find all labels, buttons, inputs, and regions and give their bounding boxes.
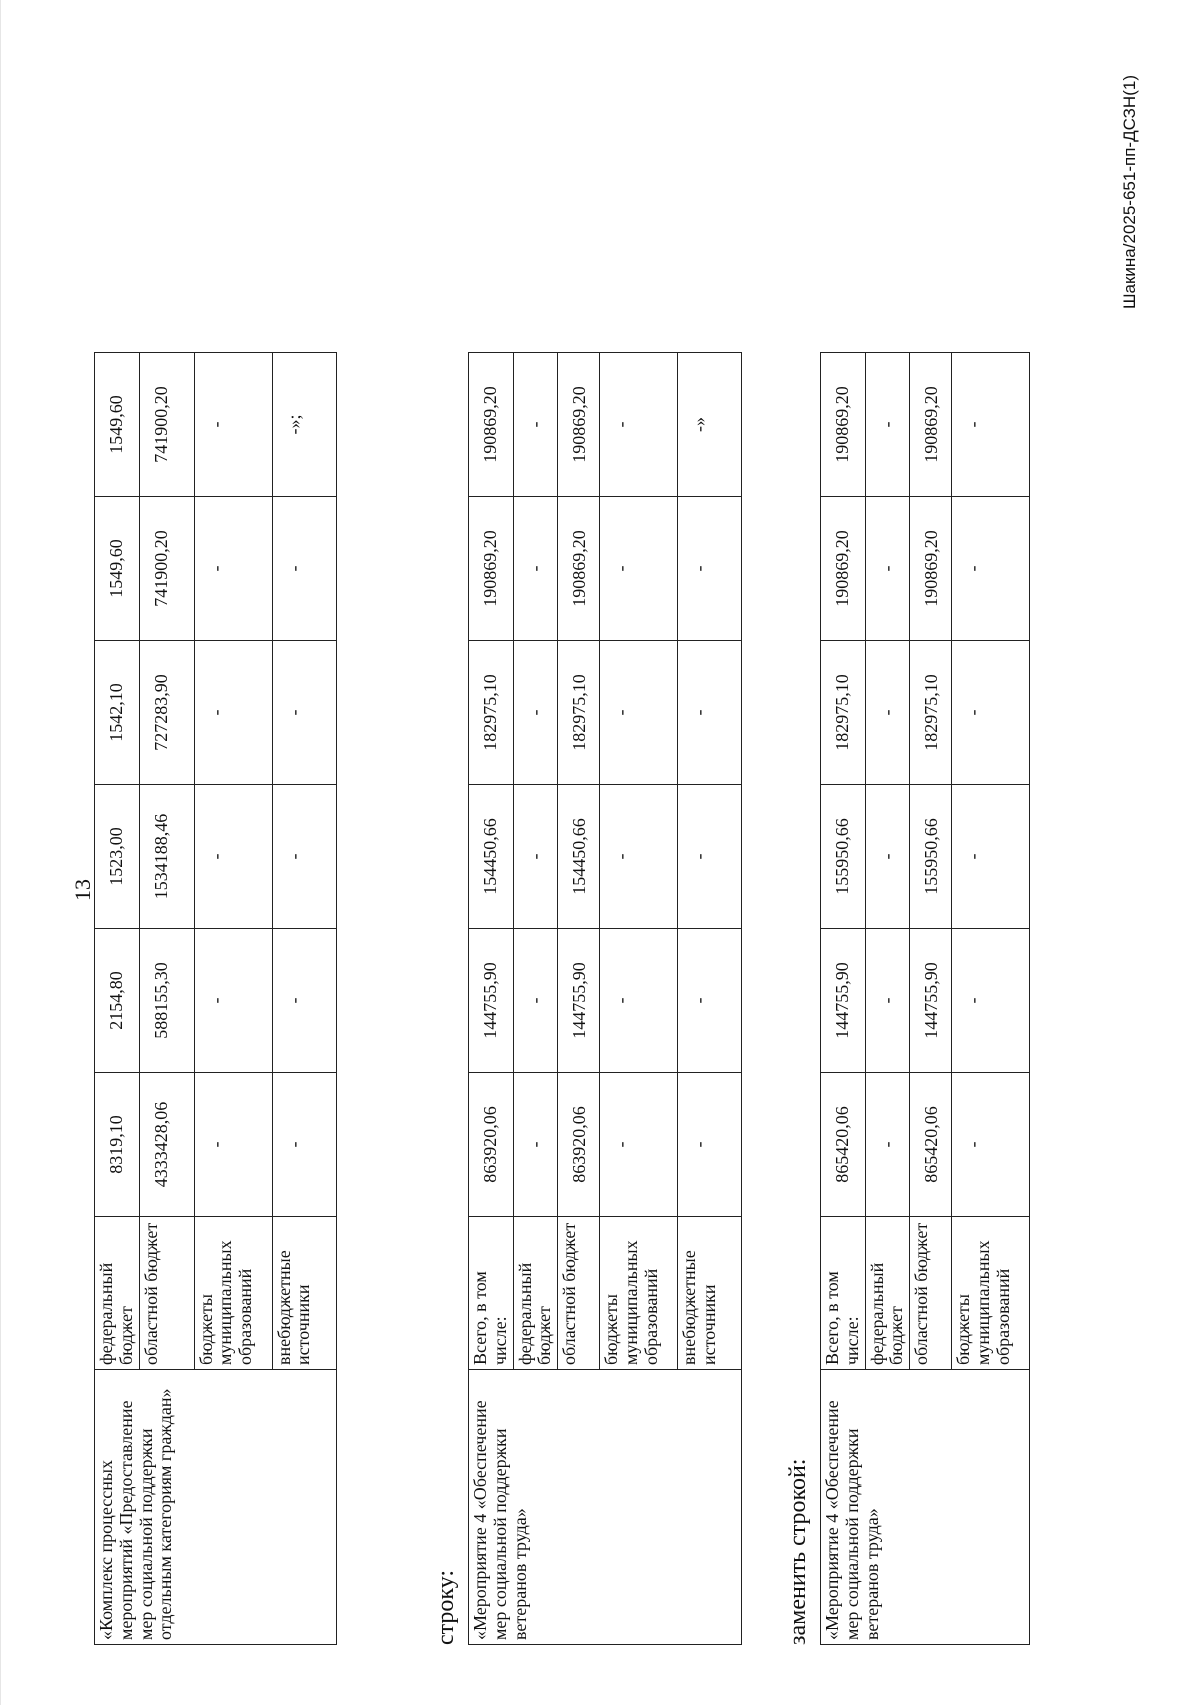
activity-name-cell: «Мероприятие 4 «Обеспечение мер социальной поддержки ветеранов труда» — [821, 1370, 1030, 1645]
document-signature: Шакина/2025-651-пп-ДСЗН(1) — [1120, 75, 1139, 310]
funding-source-cell: федеральный бюджет — [865, 1217, 910, 1370]
amount-cell: 182975,10 — [910, 641, 952, 785]
amount-cell: 144755,90 — [821, 929, 866, 1073]
amount-cell: - — [678, 497, 742, 641]
amount-cell: 190869,20 — [821, 353, 866, 497]
amount-cell: - — [865, 785, 910, 929]
section-intro-with-row: заменить строкой: — [785, 1458, 811, 1645]
funding-source-cell: федеральный бюджет — [513, 1217, 558, 1370]
funding-source-cell: Всего, в том числе: — [821, 1217, 866, 1370]
amount-cell: 154450,66 — [469, 785, 514, 929]
activity-name-cell: «Комплекс процессных мероприятий «Предоставление мер социальной поддержки отдельным категориям граждан» — [95, 1370, 337, 1645]
amount-cell: 727283,90 — [139, 641, 194, 785]
amount-cell: - — [513, 497, 558, 641]
page-number: 13 — [70, 879, 95, 901]
amount-cell: - — [194, 353, 272, 497]
activity-name-cell: «Мероприятие 4 «Обеспечение мер социальной поддержки ветеранов труда» — [469, 1370, 742, 1645]
amount-cell: 154450,66 — [558, 785, 600, 929]
amount-cell: - — [600, 641, 678, 785]
amount-cell: 190869,20 — [558, 353, 600, 497]
amount-cell: 865420,06 — [910, 1073, 952, 1217]
amount-cell: - — [952, 1073, 1030, 1217]
table-row — [821, 353, 866, 1645]
amount-cell: - — [513, 785, 558, 929]
amount-cell: - — [865, 1073, 910, 1217]
amount-cell: - — [865, 641, 910, 785]
amount-cell: - — [272, 497, 336, 641]
funding-table-1 — [94, 352, 337, 1645]
amount-cell: - — [513, 1073, 558, 1217]
amount-cell: - — [272, 641, 336, 785]
amount-cell: -» — [678, 353, 742, 497]
amount-cell: 1549,60 — [95, 353, 140, 497]
amount-cell: 190869,20 — [910, 497, 952, 641]
funding-source-cell: Всего, в том числе: — [469, 1217, 514, 1370]
amount-cell: 190869,20 — [469, 353, 514, 497]
amount-cell: - — [678, 1073, 742, 1217]
amount-cell: 741900,20 — [139, 353, 194, 497]
amount-cell: - — [865, 929, 910, 1073]
amount-cell: 182975,10 — [821, 641, 866, 785]
funding-source-cell: бюджеты муниципальных образований — [952, 1217, 1030, 1370]
amount-cell: - — [194, 785, 272, 929]
amount-cell: - — [600, 785, 678, 929]
amount-cell: 144755,90 — [558, 929, 600, 1073]
amount-cell: - — [678, 929, 742, 1073]
amount-cell: - — [513, 353, 558, 497]
amount-cell: - — [513, 641, 558, 785]
funding-source-cell: бюджеты муниципальных образований — [600, 1217, 678, 1370]
amount-cell: - — [952, 785, 1030, 929]
funding-source-cell: областной бюджет — [910, 1217, 952, 1370]
amount-cell: 190869,20 — [910, 353, 952, 497]
amount-cell: - — [272, 785, 336, 929]
amount-cell: - — [952, 353, 1030, 497]
amount-cell: 1523,00 — [95, 785, 140, 929]
amount-cell: - — [952, 929, 1030, 1073]
amount-cell: - — [600, 497, 678, 641]
amount-cell: 182975,10 — [469, 641, 514, 785]
amount-cell: - — [865, 497, 910, 641]
amount-cell: 1534188,46 — [139, 785, 194, 929]
amount-cell: 144755,90 — [469, 929, 514, 1073]
amount-cell: 155950,66 — [821, 785, 866, 929]
amount-cell: - — [194, 1073, 272, 1217]
funding-source-cell: областной бюджет — [558, 1217, 600, 1370]
amount-cell: - — [600, 1073, 678, 1217]
amount-cell: - — [600, 929, 678, 1073]
amount-cell: 4333428,06 — [139, 1073, 194, 1217]
amount-cell: 190869,20 — [469, 497, 514, 641]
funding-source-cell: областной бюджет — [139, 1217, 194, 1370]
amount-cell: 2154,80 — [95, 929, 140, 1073]
funding-source-cell: бюджеты муниципальных образований — [194, 1217, 272, 1370]
amount-cell: 8319,10 — [95, 1073, 140, 1217]
amount-cell: -»; — [272, 353, 336, 497]
table-row — [469, 353, 514, 1645]
funding-table-2 — [468, 352, 742, 1645]
amount-cell: - — [865, 353, 910, 497]
amount-cell: - — [678, 641, 742, 785]
amount-cell: 190869,20 — [821, 497, 866, 641]
amount-cell: - — [952, 641, 1030, 785]
funding-table-3 — [820, 352, 1030, 1645]
funding-source-cell: внебюджетные источники — [678, 1217, 742, 1370]
amount-cell: - — [600, 353, 678, 497]
amount-cell: 182975,10 — [558, 641, 600, 785]
funding-source-cell: федеральный бюджет — [95, 1217, 140, 1370]
amount-cell: - — [952, 497, 1030, 641]
amount-cell: - — [272, 1073, 336, 1217]
amount-cell: 588155,30 — [139, 929, 194, 1073]
table-row — [95, 353, 140, 1645]
amount-cell: 1549,60 — [95, 497, 140, 641]
amount-cell: - — [194, 929, 272, 1073]
amount-cell: 863920,06 — [469, 1073, 514, 1217]
amount-cell: 1542,10 — [95, 641, 140, 785]
section-intro-replace-row: строку: — [433, 1569, 459, 1645]
amount-cell: 155950,66 — [910, 785, 952, 929]
amount-cell: - — [194, 641, 272, 785]
amount-cell: - — [513, 929, 558, 1073]
amount-cell: 865420,06 — [821, 1073, 866, 1217]
funding-source-cell: внебюджетные источники — [272, 1217, 336, 1370]
amount-cell: - — [678, 785, 742, 929]
amount-cell: 144755,90 — [910, 929, 952, 1073]
amount-cell: - — [272, 929, 336, 1073]
amount-cell: 190869,20 — [558, 497, 600, 641]
amount-cell: 741900,20 — [139, 497, 194, 641]
amount-cell: 863920,06 — [558, 1073, 600, 1217]
amount-cell: - — [194, 497, 272, 641]
